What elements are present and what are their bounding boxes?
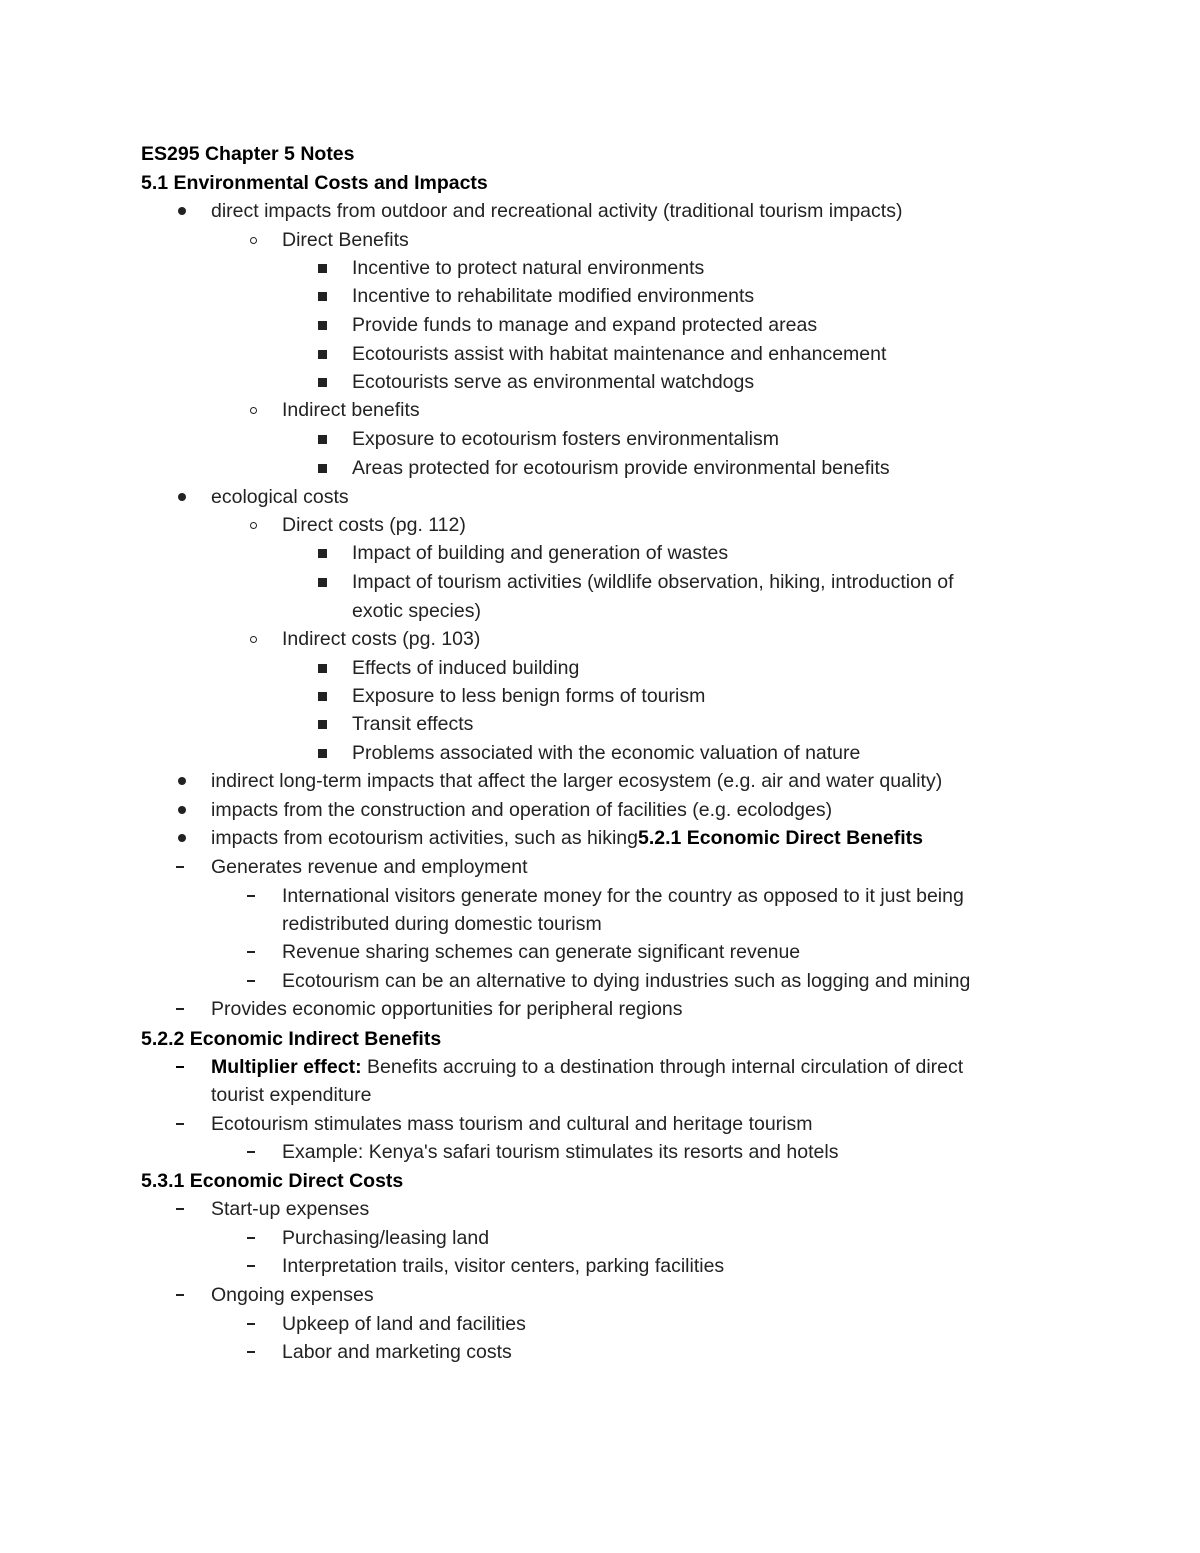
list-item: Generates revenue and employment bbox=[211, 856, 528, 878]
bullet-dash-icon bbox=[176, 1110, 184, 1138]
list-item-continuation: tourist expenditure bbox=[211, 1084, 372, 1106]
list-item: Areas protected for ecotourism provide environmental benefits bbox=[352, 457, 890, 479]
list-item-continuation: redistributed during domestic tourism bbox=[282, 913, 602, 935]
bullet-dot-icon bbox=[178, 796, 186, 824]
section-heading-5-2-1: 5.2.1 Economic Direct Benefits bbox=[637, 827, 924, 849]
list-item: Impact of building and generation of wastes bbox=[352, 542, 729, 564]
list-item: Upkeep of land and facilities bbox=[282, 1313, 526, 1335]
bullet-square-icon bbox=[318, 710, 327, 738]
list-item: Direct Benefits bbox=[282, 229, 409, 251]
list-item: Exposure to ecotourism fosters environmentalism bbox=[352, 428, 780, 450]
list-item: Effects of induced building bbox=[352, 657, 580, 679]
term-multiplier-effect: Multiplier effect: bbox=[211, 1056, 362, 1078]
bullet-square-icon bbox=[318, 682, 327, 710]
list-item: Exposure to less benign forms of tourism bbox=[352, 685, 706, 707]
bullet-square-icon bbox=[318, 311, 327, 339]
bullet-ring-icon bbox=[250, 511, 257, 539]
bullet-dot-icon bbox=[178, 483, 186, 511]
bullet-square-icon bbox=[318, 539, 327, 567]
list-item: Incentive to rehabilitate modified environments bbox=[352, 285, 755, 307]
section-heading-5-1: 5.1 Environmental Costs and Impacts bbox=[141, 172, 488, 194]
bullet-dash-icon bbox=[176, 1195, 184, 1223]
section-heading-5-2-2: 5.2.2 Economic Indirect Benefits bbox=[141, 1028, 442, 1050]
bullet-dot-icon bbox=[178, 824, 186, 852]
list-item: International visitors generate money for the country as opposed to it just being bbox=[282, 885, 964, 907]
list-item: Ecotourism stimulates mass tourism and cultural and heritage tourism bbox=[211, 1113, 813, 1135]
bullet-ring-icon bbox=[250, 226, 257, 254]
bullet-dash-icon bbox=[247, 938, 255, 966]
bullet-dash-icon bbox=[176, 1281, 184, 1309]
bullet-square-icon bbox=[318, 340, 327, 368]
list-item: Indirect benefits bbox=[282, 399, 420, 421]
bullet-dot-icon bbox=[178, 197, 186, 225]
bullet-dash-icon bbox=[176, 853, 184, 881]
list-item: Direct costs (pg. 112) bbox=[282, 514, 466, 536]
document-title: ES295 Chapter 5 Notes bbox=[141, 143, 355, 165]
list-item-text: impacts from ecotourism activities, such as hiking bbox=[211, 827, 638, 849]
list-item: ecological costs bbox=[211, 486, 349, 508]
bullet-ring-icon bbox=[250, 396, 257, 424]
bullet-square-icon bbox=[318, 425, 327, 453]
list-item: Interpretation trails, visitor centers, parking facilities bbox=[282, 1255, 725, 1277]
bullet-dash-icon bbox=[247, 1310, 255, 1338]
bullet-square-icon bbox=[318, 282, 327, 310]
list-item: Labor and marketing costs bbox=[282, 1341, 512, 1363]
bullet-square-icon bbox=[318, 454, 327, 482]
list-item: Incentive to protect natural environments bbox=[352, 257, 705, 279]
bullet-dash-icon bbox=[247, 882, 255, 910]
bullet-square-icon bbox=[318, 568, 327, 596]
bullet-dash-icon bbox=[247, 1338, 255, 1366]
bullet-dash-icon bbox=[176, 995, 184, 1023]
list-item: Provides economic opportunities for peripheral regions bbox=[211, 998, 683, 1020]
bullet-dash-icon bbox=[247, 1138, 255, 1166]
list-item: Transit effects bbox=[352, 713, 474, 735]
bullet-ring-icon bbox=[250, 625, 257, 653]
list-item: Impact of tourism activities (wildlife observation, hiking, introduction of bbox=[352, 571, 954, 593]
list-item: indirect long-term impacts that affect the larger ecosystem (e.g. air and water quality) bbox=[211, 770, 943, 792]
list-item: Start-up expenses bbox=[211, 1198, 370, 1220]
bullet-dash-icon bbox=[247, 1224, 255, 1252]
bullet-square-icon bbox=[318, 654, 327, 682]
bullet-dash-icon bbox=[247, 1252, 255, 1280]
list-item: direct impacts from outdoor and recreational activity (traditional tourism impacts) bbox=[211, 200, 903, 222]
list-item: Provide funds to manage and expand protected areas bbox=[352, 314, 818, 336]
bullet-square-icon bbox=[318, 368, 327, 396]
list-item: Purchasing/leasing land bbox=[282, 1227, 490, 1249]
list-item: Problems associated with the economic valuation of nature bbox=[352, 742, 861, 764]
list-item: impacts from the construction and operation of facilities (e.g. ecolodges) bbox=[211, 799, 833, 821]
list-item-continuation: exotic species) bbox=[352, 600, 481, 622]
list-item-text: Benefits accruing to a destination through internal circulation of direct bbox=[361, 1056, 964, 1078]
list-item: Ongoing expenses bbox=[211, 1284, 374, 1306]
bullet-dash-icon bbox=[247, 967, 255, 995]
list-item bbox=[211, 824, 923, 852]
bullet-square-icon bbox=[318, 739, 327, 767]
list-item: Revenue sharing schemes can generate significant revenue bbox=[282, 941, 801, 963]
list-item: Ecotourists serve as environmental watchdogs bbox=[352, 371, 755, 393]
section-heading-5-3-1: 5.3.1 Economic Direct Costs bbox=[141, 1170, 404, 1192]
list-item bbox=[211, 1053, 963, 1081]
bullet-dot-icon bbox=[178, 767, 186, 795]
list-item: Ecotourists assist with habitat maintenance and enhancement bbox=[352, 343, 887, 365]
list-item: Indirect costs (pg. 103) bbox=[282, 628, 481, 650]
list-item: Example: Kenya's safari tourism stimulates its resorts and hotels bbox=[282, 1141, 839, 1163]
list-item: Ecotourism can be an alternative to dying industries such as logging and mining bbox=[282, 970, 971, 992]
bullet-square-icon bbox=[318, 254, 327, 282]
bullet-dash-icon bbox=[176, 1053, 184, 1081]
